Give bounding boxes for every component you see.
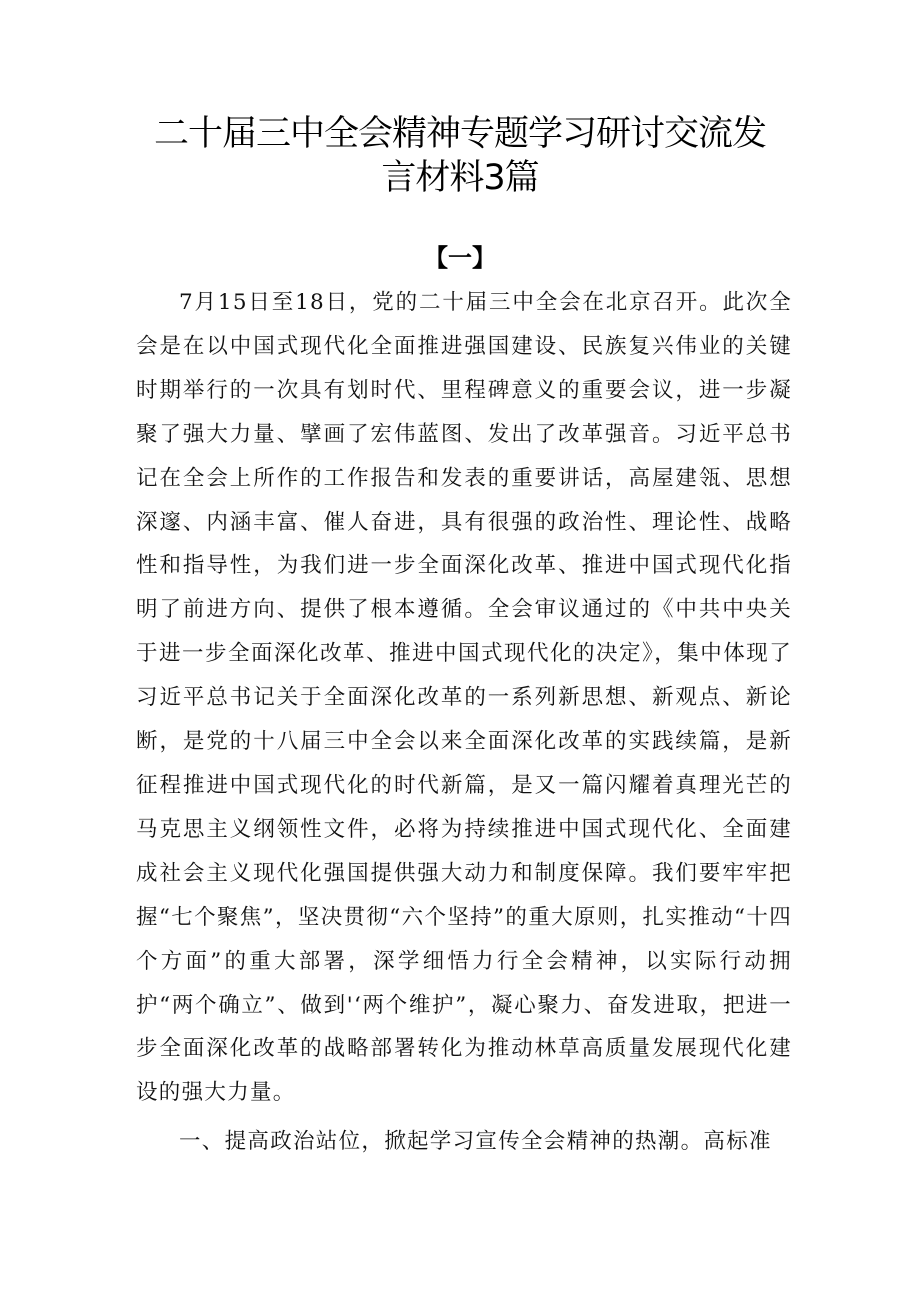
document-title <box>0 112 920 200</box>
body-paragraph-1: 7月15日至18日，党的二十届三中全会在北京召开。此次全会是在以中国式现代化全面推进强国建设、民族复兴伟业的关键时期举行的一次具有划时代、里程碑意义的重要会议，进一步凝聚了强大力量、擘画了宏伟蓝图、发出了改革强音。习近平总书记在全会上所作的工作报告和发表的重要讲话，高屋建瓴、思想深邃、内涵丰富、催人奋进，具有很强的政治性、理论性、战略性和指导性，为我们进一步全面深化改革、推进中国式现代化指明了前进方向、提供了根本遵循。全会审议通过的《中共中央关于进一步全面深化改革、推进中国式现代化的决定》，集中体现了习近平总书记关于全面深化改革的一系列新思想、新观点、新论断，是党的十八届三中全会以来全面深化改革的实践续篇，是新征程推进中国式现代化的时代新篇，是又一篇闪耀着真理光芒的马克思主义纲领性文件，必将为持续推进中国式现代化、全面建成社会主义现代化强国提供强大动力和制度保障。我们要牢牢把握“七个聚焦”，坚决贯彻“六个坚持”的重大原则，扎实推动“十四个方面”的重大部署，深学细悟力行全会精神，以实际行动拥护“两个确立”、做到'‘两个维护”，凝心聚力、奋发进取，把进一步全面深化改革的战略部署转化为推动林草高质量发展现代化建设的强大力量。 <box>136 290 792 1106</box>
document-title-line-2: 言材料3篇 <box>381 158 539 198</box>
document-title-line-1: 二十届三中全会精神专题学习研讨交流发 <box>153 114 766 154</box>
section-heading: 【一】 <box>424 243 496 272</box>
body-paragraph-2: 一、提高政治站位，掀起学习宣传全会精神的热潮。高标准 <box>179 1129 772 1154</box>
